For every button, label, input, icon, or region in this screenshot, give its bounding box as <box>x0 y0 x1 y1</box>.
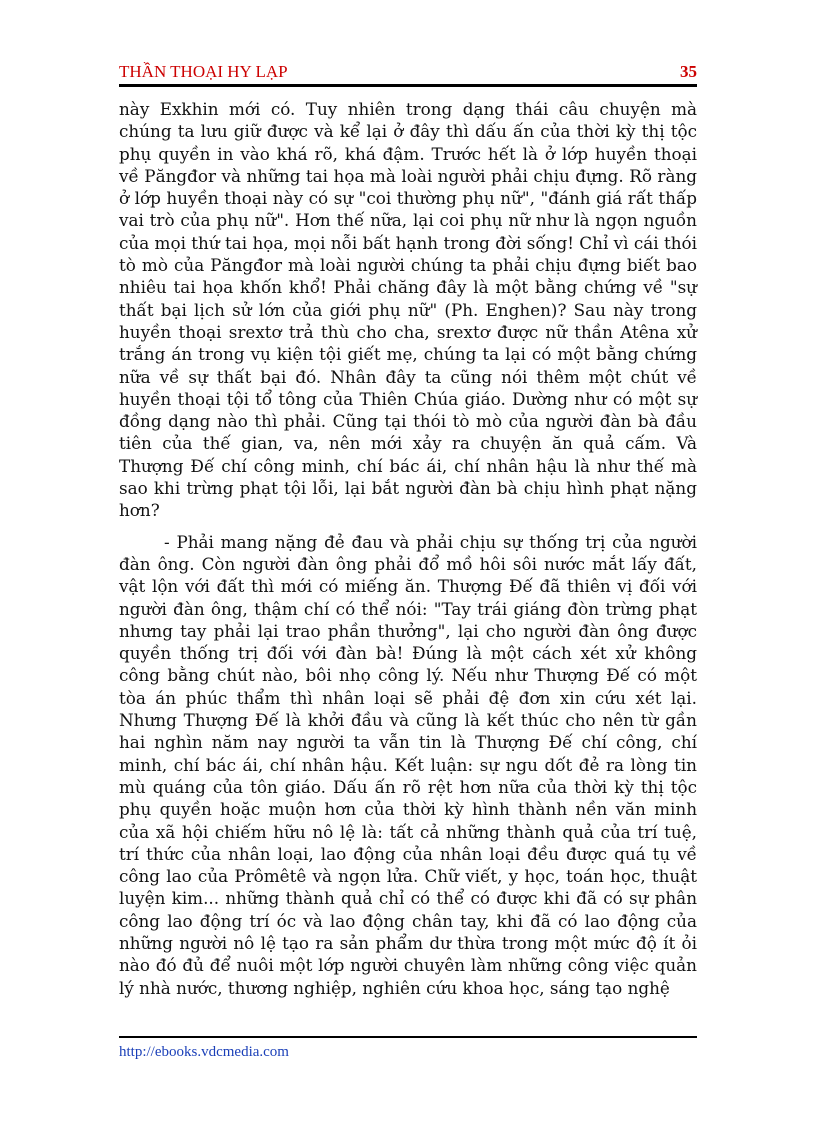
book-title: THẦN THOẠI HY LẠP <box>119 62 288 81</box>
header-divider <box>119 84 697 87</box>
page-body <box>119 98 697 999</box>
body-paragraph: này Exkhin mới có. Tuy nhiên trong dạng thái câu chuyện mà chúng ta lưu giữ được và kể lại ở đây thì dấu ấn của thời kỳ thị tộc phụ quyền in vào khá rõ, khá đậm. Trước hết là ở lớp huyền thoại về Păngđor và những tai họa mà loài người phải chịu đựng. Rõ ràng ở lớp huyền thoại này có sự "coi thường phụ nữ", "đánh giá rất thấp vai trò của phụ nữ". Hơn thế nữa, lại coi phụ nữ như là ngọn nguồn của mọi thứ tai họa, mọi nỗi bất hạnh trong đời sống! Chỉ vì cái thói tò mò của Păngđor mà loài người chúng ta phải chịu đựng biết bao nhiêu tai họa khốn khổ! Phải chăng đây là một bằng chứng về "sự thất bại lịch sử lớn của giới phụ nữ" (Ph. Enghen)? Sau này trong huyền thoại srextơ trả thù cho cha, srextơ được nữ thần Atêna xử trắng án trong vụ kiện tội giết mẹ, chúng ta lại có một bằng chứng nữa về sự thất bại đó. Nhân đây ta cũng nói thêm một chút về huyền thoại tội tổ tông của Thiên Chúa giáo. Dường như có một sự đồng dạng nào thì phải. Cũng tại thói tò mò của người đàn bà đầu tiên của thế gian, va, nên mới xảy ra chuyện ăn quả cấm. Và Thượng Đế chí công minh, chí bác ái, chí nhân hậu là như thế mà sao khi trừng phạt tội lỗi, lại bắt người đàn bà chịu hình phạt nặng hơn? <box>119 99 697 521</box>
page-number: 35 <box>680 62 697 81</box>
page-header <box>119 60 697 82</box>
footer-divider <box>119 1036 697 1038</box>
body-paragraph: - Phải mang nặng đẻ đau và phải chịu sự thống trị của người đàn ông. Còn người đàn ông phải đổ mồ hôi sôi nước mắt lấy đất, vật lộn với đất thì mới có miếng ăn. Thượng Đế đã thiên vị đối với người đàn ông, thậm chí có thể nói: "Tay trái giáng đòn trừng phạt nhưng tay phải lại trao phần thưởng", lại cho người đàn ông được quyền thống trị đối với đàn bà! Đúng là một cách xét xử không công bằng chút nào, bôi nhọ công lý. Nếu như Thượng Đế có một tòa án phúc thẩm thì nhân loại sẽ phải đệ đơn xin cứu xét lại. Nhưng Thượng Đế là khởi đầu và cũng là kết thúc cho nên từ gần hai nghìn năm nay người ta vẫn tin là Thượng Đế chí công, chí minh, chí bác ái, chí nhân hậu. Kết luận: sự ngu dốt đẻ ra lòng tin mù quáng của tôn giáo. Dấu ấn rõ rệt hơn nữa của thời kỳ thị tộc phụ quyền hoặc muộn hơn của thời kỳ hình thành nền văn minh của xã hội chiếm hữu nô lệ là: tất cả những thành quả của trí tuệ, trí thức của nhân loại, lao động của nhân loại đều được quá tụ về công lao của Prômêtê và ngọn lửa. Chữ viết, y học, toán học, thuật luyện kim... những thành quả chỉ có thể có được khi đã có sự phân công lao động trí óc và lao động chân tay, khi đã có lao động của những người nô lệ tạo ra sản phẩm dư thừa trong một mức độ ít ỏi nào đó đủ để nuôi một lớp người chuyên làm những công việc quản lý nhà nước, thương nghiệp, nghiên cứu khoa học, sáng tạo nghệ <box>119 531 697 998</box>
footer-link[interactable]: http://ebooks.vdcmedia.com <box>119 1044 289 1060</box>
